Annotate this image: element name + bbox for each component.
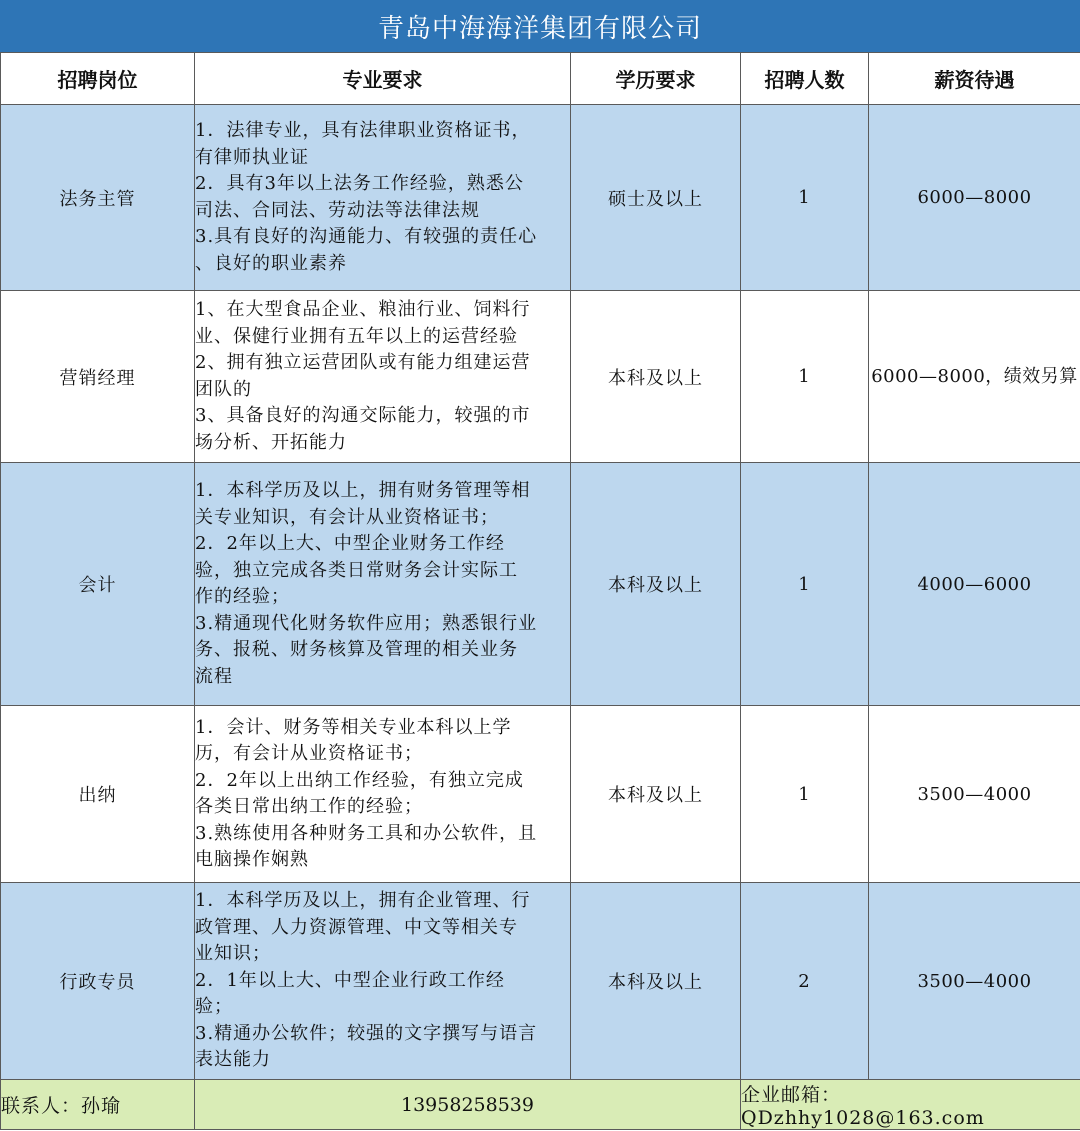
requirement-line: 1．本科学历及以上，拥有企业管理、行	[195, 890, 531, 912]
requirement-line: 3.熟练使用各种财务工具和办公软件，且	[195, 822, 538, 844]
requirement-line: 电脑操作娴熟	[195, 849, 309, 870]
requirement-line: 政管理、人力资源管理、中文等相关专	[195, 916, 518, 938]
requirement-line: 场分析、开拓能力	[195, 431, 347, 453]
requirement-line: 验；	[195, 996, 233, 1018]
requirement-line: 2．2年以上出纳工作经验，有独立完成	[195, 769, 524, 791]
requirement-line: 表达能力	[195, 1049, 271, 1071]
requirement-line: 2、拥有独立运营团队或有能力组建运营	[195, 352, 531, 373]
requirement-line: 、良好的职业素养	[195, 252, 347, 274]
table-row	[1, 291, 1080, 463]
education-cell: 硕士及以上	[571, 105, 741, 291]
requirement-line: 2．2年以上大、中型企业财务工作经	[195, 533, 505, 554]
company-title: 青岛中海海洋集团有限公司	[0, 0, 1080, 52]
requirement-line: 1．法律专业，具有法律职业资格证书，	[195, 120, 531, 141]
count-cell: 1	[741, 105, 869, 291]
requirement-line: 流程	[195, 665, 233, 687]
requirements-cell	[195, 463, 571, 706]
salary-cell: 4000—6000	[869, 463, 1080, 706]
footer-row	[1, 1080, 1080, 1130]
education-cell: 本科及以上	[571, 706, 741, 883]
table-row	[1, 463, 1080, 706]
position-cell: 会计	[1, 463, 195, 706]
requirement-line: 3.精通办公软件；较强的文字撰写与语言	[195, 1022, 538, 1044]
contact-phone: 13958258539	[195, 1080, 741, 1130]
requirement-line: 有律师执业证	[195, 146, 309, 168]
education-cell: 本科及以上	[571, 291, 741, 463]
requirements-cell	[195, 883, 571, 1080]
requirement-line: 3、具备良好的沟通交际能力，较强的市	[195, 405, 531, 426]
position-cell: 行政专员	[1, 883, 195, 1080]
requirement-line: 业知识；	[195, 943, 271, 965]
requirement-line: 3.具有良好的沟通能力、有较强的责任心	[195, 226, 538, 247]
salary-cell: 3500—4000	[869, 883, 1080, 1080]
header-row	[1, 53, 1080, 105]
salary-cell: 6000—8000，绩效另算	[869, 291, 1080, 463]
requirement-line: 司法、合同法、劳动法等法律法规	[195, 199, 480, 221]
education-cell: 本科及以上	[571, 883, 741, 1080]
position-cell: 营销经理	[1, 291, 195, 463]
header-position: 招聘岗位	[1, 53, 195, 105]
position-cell: 法务主管	[1, 105, 195, 291]
table-row	[1, 706, 1080, 883]
requirement-line: 各类日常出纳工作的经验；	[195, 796, 423, 817]
header-count: 招聘人数	[741, 53, 869, 105]
requirement-line: 关专业知识，有会计从业资格证书；	[195, 506, 499, 528]
requirements-cell	[195, 291, 571, 463]
requirement-line: 1．本科学历及以上，拥有财务管理等相	[195, 480, 531, 501]
requirement-line: 1、在大型食品企业、粮油行业、饲料行	[195, 299, 531, 320]
requirement-line: 务、报税、财务核算及管理的相关业务	[195, 639, 518, 660]
requirements-cell	[195, 706, 571, 883]
table-row	[1, 883, 1080, 1080]
salary-cell: 6000—8000	[869, 105, 1080, 291]
contact-email: 企业邮箱：QDzhhy1028@163.com	[741, 1080, 1080, 1130]
education-cell: 本科及以上	[571, 463, 741, 706]
requirement-line: 1．会计、财务等相关专业本科以上学	[195, 716, 512, 738]
header-salary: 薪资待遇	[869, 53, 1080, 105]
header-education: 学历要求	[571, 53, 741, 105]
requirements-cell	[195, 105, 571, 291]
requirement-line: 作的经验；	[195, 586, 290, 607]
table-row	[1, 105, 1080, 291]
header-requirements: 专业要求	[195, 53, 571, 105]
salary-cell: 3500—4000	[869, 706, 1080, 883]
requirement-line: 3.精通现代化财务软件应用；熟悉银行业	[195, 612, 538, 634]
position-cell: 出纳	[1, 706, 195, 883]
count-cell: 1	[741, 291, 869, 463]
requirement-line: 业、保健行业拥有五年以上的运营经验	[195, 325, 518, 347]
count-cell: 1	[741, 463, 869, 706]
requirement-line: 历，有会计从业资格证书；	[195, 743, 423, 764]
requirement-line: 2．1年以上大、中型企业行政工作经	[195, 969, 505, 991]
requirement-line: 团队的	[195, 378, 252, 400]
requirement-line: 验，独立完成各类日常财务会计实际工	[195, 559, 518, 581]
requirement-line: 2．具有3年以上法务工作经验，熟悉公	[195, 173, 524, 194]
contact-person: 联系人：孙瑜	[1, 1080, 195, 1130]
count-cell: 2	[741, 883, 869, 1080]
count-cell: 1	[741, 706, 869, 883]
recruitment-table	[0, 52, 1080, 1130]
